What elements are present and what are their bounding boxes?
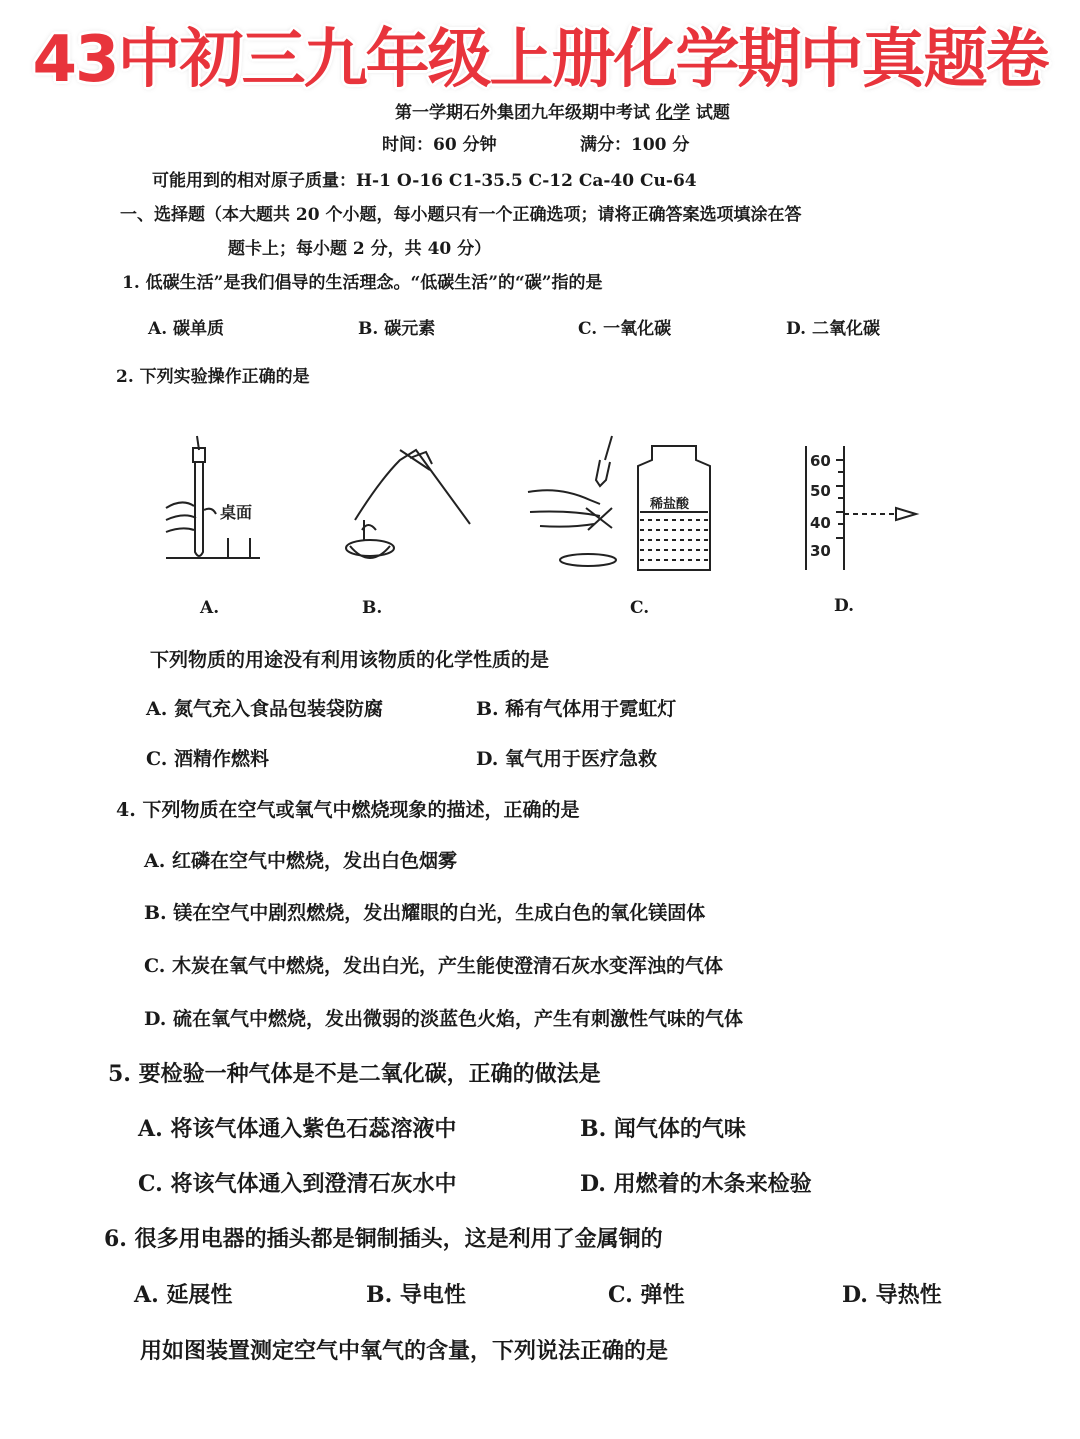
q6-option-d: D. 导热性: [842, 1282, 942, 1308]
figure-c-bottle-label: 稀盐酸: [650, 497, 690, 512]
q4-option-a: A. 红磷在空气中燃烧，发出白色烟雾: [144, 850, 457, 872]
exam-time: 时间：60 分钟: [382, 135, 497, 155]
q7-stem: 用如图装置测定空气中氧气的含量，下列说法正确的是: [140, 1338, 669, 1364]
cylinder-tick-40: 40: [810, 514, 831, 532]
q2-figures: [100, 420, 1000, 590]
exam-heading-subject: 化学: [655, 103, 690, 123]
q2-option-b: B.: [362, 598, 383, 618]
q4-option-c: C. 木炭在氧气中燃烧，发出白光，产生能使澄清石灰水变浑浊的气体: [144, 955, 724, 977]
cylinder-tick-50: 50: [810, 482, 831, 500]
figure-a-test-tube-on-table: [166, 436, 260, 558]
q1-option-a: A. 碳单质: [148, 319, 225, 339]
figure-a-table-label: 桌面: [220, 503, 253, 522]
exam-heading-prefix: 第一学期石外集团九年级期中考试: [395, 103, 650, 123]
q5-stem: 5. 要检验一种气体是不是二氧化碳，正确的做法是: [108, 1061, 601, 1087]
q3-option-d: D. 氧气用于医疗急救: [476, 748, 658, 770]
q1-option-b: B. 碳元素: [358, 319, 436, 339]
q5-option-d: D. 用燃着的木条来检验: [580, 1171, 812, 1197]
q6-option-a: A. 延展性: [134, 1282, 233, 1308]
figure-b-heating-test-tube: [346, 450, 470, 558]
q1-option-c: C. 一氧化碳: [578, 319, 672, 339]
q3-option-a: A. 氮气充入食品包装袋防腐: [146, 698, 383, 720]
exam-heading-suffix: 试题: [695, 103, 730, 123]
q4-stem: 4. 下列物质在空气或氧气中燃烧现象的描述，正确的是: [116, 799, 580, 821]
q5-option-b: B. 闻气体的气味: [580, 1116, 746, 1142]
banner-title: 43中初三九年级上册化学期中真题卷: [32, 23, 1048, 97]
title-banner: [0, 2, 1080, 106]
q6-option-b: B. 导电性: [366, 1282, 466, 1308]
q2-option-d: D.: [834, 596, 855, 616]
q3-stem: 下列物质的用途没有利用该物质的化学性质的是: [150, 649, 550, 671]
cylinder-tick-60: 60: [810, 452, 831, 470]
exam-score: 满分：100 分: [580, 135, 690, 155]
q3-option-b: B. 稀有气体用于霓虹灯: [476, 698, 677, 720]
atomic-masses: 可能用到的相对原子质量：H-1 O-16 C1-35.5 C-12 Ca-40 Cu-64: [152, 171, 697, 191]
exam-heading: [395, 98, 730, 123]
cylinder-tick-30: 30: [810, 542, 831, 560]
q2-option-c: C.: [630, 598, 650, 618]
q5-option-a: A. 将该气体通入紫色石蕊溶液中: [138, 1116, 457, 1142]
q1-option-d: D. 二氧化碳: [786, 319, 880, 339]
q3-option-c: C. 酒精作燃料: [146, 748, 270, 770]
q6-option-c: C. 弹性: [608, 1282, 685, 1308]
q2-option-a: A.: [200, 598, 220, 618]
q2-stem: 2. 下列实验操作正确的是: [116, 367, 310, 387]
section-title-line1: 一、选择题（本大题共 20 个小题，每小题只有一个正确选项；请将正确答案选项填涂在答: [120, 205, 802, 225]
q4-option-d: D. 硫在氧气中燃烧，发出微弱的淡蓝色火焰，产生有刺激性气味的气体: [144, 1008, 744, 1030]
q1-stem: 1. 低碳生活”是我们倡导的生活理念。“低碳生活”的“碳”指的是: [122, 273, 603, 293]
q4-option-b: B. 镁在空气中剧烈燃烧，发出耀眼的白光，生成白色的氧化镁固体: [144, 902, 706, 924]
q5-option-c: C. 将该气体通入到澄清石灰水中: [138, 1171, 457, 1197]
section-title-line2: 题卡上；每小题 2 分，共 40 分）: [228, 239, 492, 259]
q6-stem: 6. 很多用电器的插头都是铜制插头，这是利用了金属铜的: [104, 1226, 663, 1252]
